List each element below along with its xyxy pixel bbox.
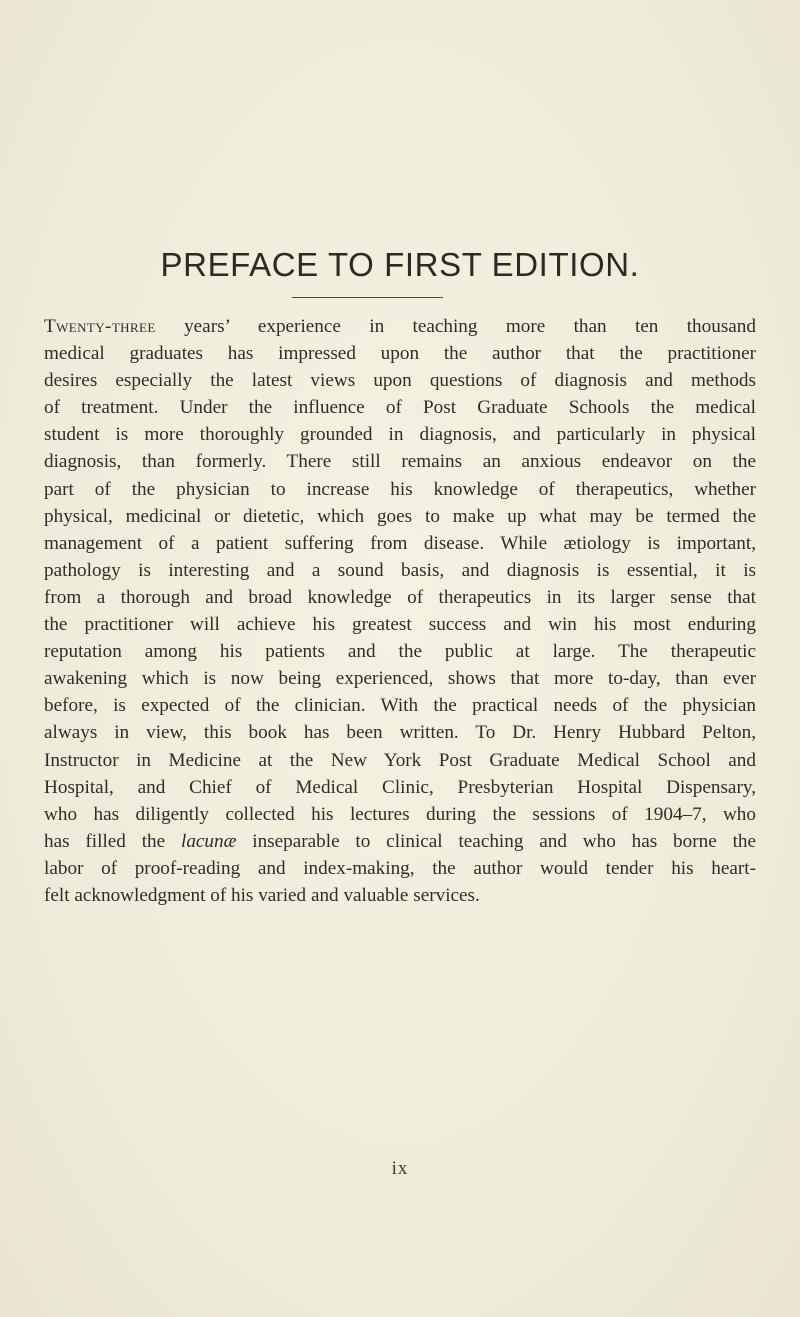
paragraph-line-9: management of a patient suffering from disease. While ætiology is important, (44, 532, 756, 554)
line-text: years’ experience in teaching more than ten thousand (155, 316, 756, 337)
line-text: inseparable to clinical teaching and who has borne the (236, 830, 757, 852)
paragraph-line-4: of treatment. Under the influence of Post Graduate Schools the medical (44, 397, 756, 419)
lead-word-smallcaps: Twenty-three (44, 316, 156, 337)
paragraph-line-22: felt acknowledgment of his varied and valuable services. (44, 884, 480, 906)
paragraph-line-1 (44, 313, 756, 340)
paragraph-line-16: always in view, this book has been written. To Dr. Henry Hubbard Pelton, (44, 722, 756, 744)
paragraph-line-17: Instructor in Medicine at the New York Post Graduate Medical School and (44, 749, 756, 771)
italic-term: lacunæ (180, 830, 237, 852)
paragraph-line-8: physical, medicinal or dietetic, which goes to make up what may be termed the (44, 505, 756, 527)
page-number: ix (391, 1158, 409, 1179)
paragraph-line-7: part of the physician to increase his knowledge of therapeutics, whether (44, 478, 756, 500)
paragraph-line-15: before, is expected of the clinician. With the practical needs of the physician (44, 695, 756, 717)
preface-paragraph (44, 313, 756, 909)
paragraph-line-10: pathology is interesting and a sound basis, and diagnosis is essential, it is (44, 559, 756, 581)
paragraph-line-21: labor of proof-reading and index-making, the author would tender his heart- (44, 857, 756, 879)
line-text: has filled the (44, 830, 181, 852)
paragraph-line-13: reputation among his patients and the public at large. The therapeutic (44, 641, 756, 663)
paragraph-line-18: Hospital, and Chief of Medical Clinic, Presbyterian Hospital Dispensary, (44, 776, 756, 798)
paragraph-line-3: desires especially the latest views upon questions of diagnosis and methods (44, 370, 756, 392)
paragraph-line-19: who has diligently collected his lectures during the sessions of 1904–7, who (44, 803, 756, 825)
paragraph-line-14: awakening which is now being experienced, shows that more to-day, than ever (44, 668, 756, 690)
paragraph-line-5: student is more thoroughly grounded in diagnosis, and particularly in physical (44, 424, 756, 446)
paragraph-line-12: the practitioner will achieve his greatest success and win his most enduring (44, 614, 756, 636)
paragraph-line-20 (44, 828, 756, 855)
paragraph-line-2: medical graduates has impressed upon the author that the practitioner (44, 343, 756, 365)
paragraph-line-11: from a thorough and broad knowledge of therapeutics in its larger sense that (44, 586, 756, 608)
title-rule-divider (292, 297, 443, 298)
preface-title: PREFACE TO FIRST EDITION. (160, 246, 640, 283)
paragraph-line-6: diagnosis, than formerly. There still remains an anxious endeavor on the (44, 451, 756, 473)
